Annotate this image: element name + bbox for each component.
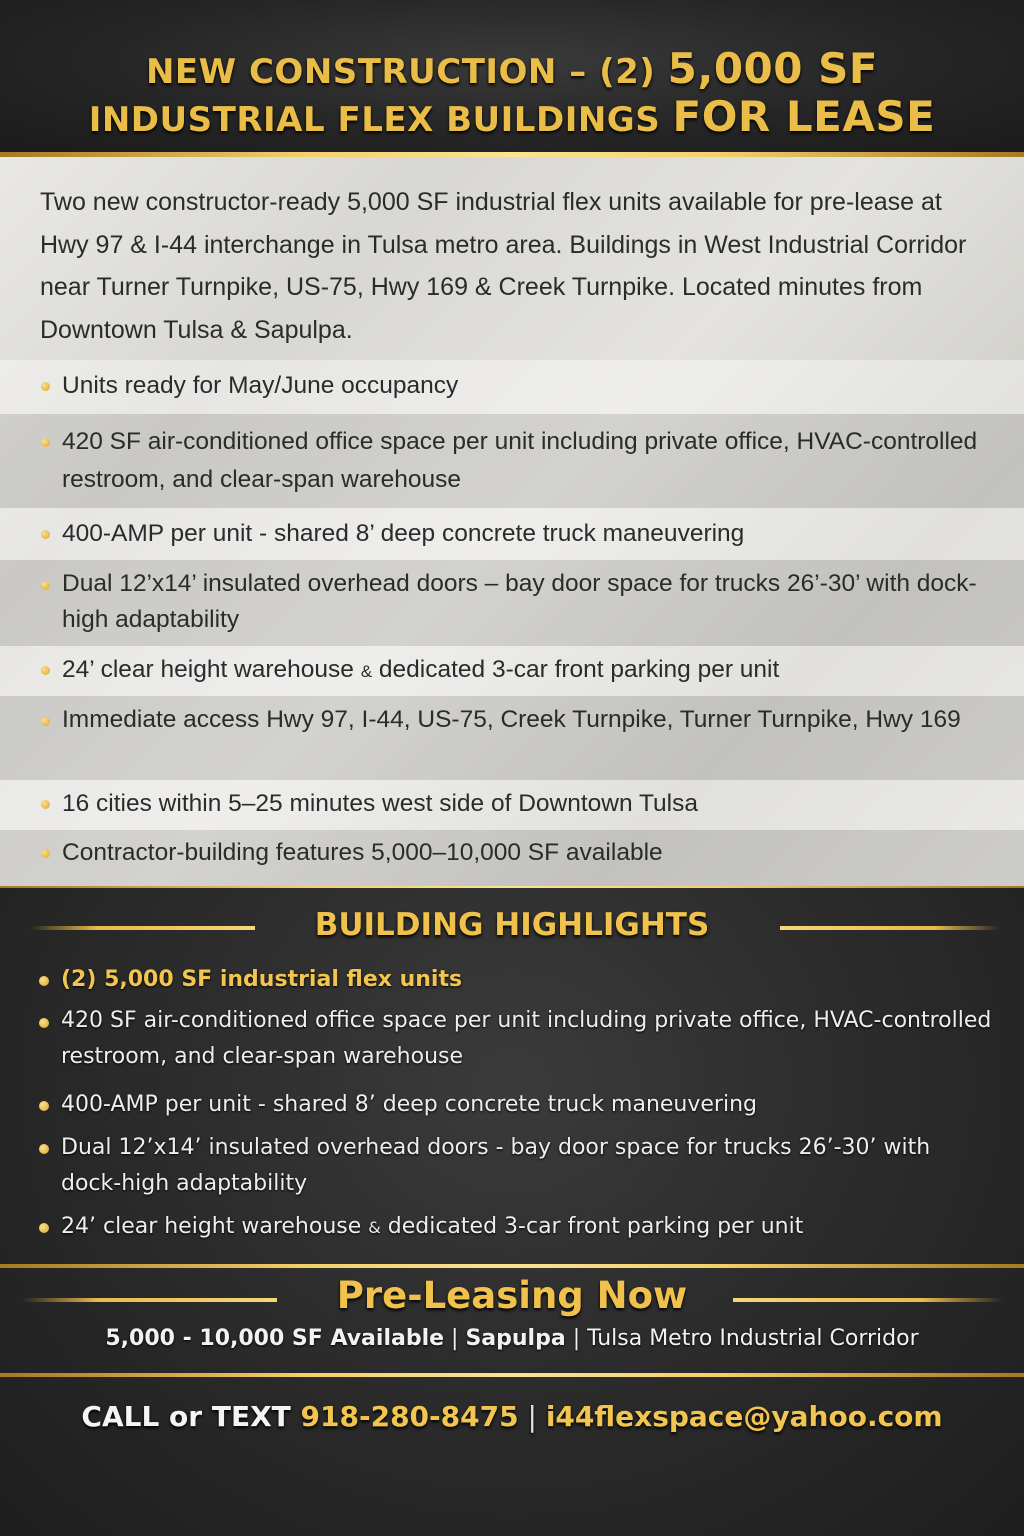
- bullet-icon: [41, 800, 50, 809]
- bullet-icon: [41, 581, 50, 590]
- highlight-item: (2) 5,000 SF industrial flex units: [61, 967, 463, 992]
- availability-line: [0, 1326, 1024, 1351]
- headline-for-lease: FOR LEASE: [672, 92, 936, 141]
- headline-line-2: [0, 92, 1024, 141]
- region-name: Tulsa Metro Industrial Corridor: [587, 1326, 919, 1351]
- call-to-action: CALL or TEXT: [81, 1400, 301, 1433]
- email-address[interactable]: i44flexspace@yahoo.com: [545, 1400, 943, 1433]
- contact-line: [0, 1400, 1024, 1433]
- separator: |: [565, 1326, 588, 1351]
- phone-number[interactable]: 918-280-8475: [300, 1400, 519, 1433]
- ampersand: &: [360, 662, 373, 681]
- bullet-icon: [39, 1144, 49, 1154]
- available-size: 5,000 - 10,000 SF Available: [105, 1326, 445, 1351]
- bullet-icon: [41, 530, 50, 539]
- gold-divider: [0, 1264, 1024, 1268]
- header: [0, 0, 1024, 152]
- highlight-text: dedicated 3-car front parking per unit: [380, 1214, 804, 1239]
- separator: |: [444, 1326, 466, 1351]
- bullet-icon: [39, 1223, 49, 1233]
- bullet-icon: [41, 666, 50, 675]
- intro-paragraph: Two new constructor-ready 5,000 SF industrial flex units available for pre-lease at Hwy 97 & I-44 interchange in Tulsa metro area. Buildings in West Industrial Corridor near Turner Turnpike, US-75, Hwy 169 & Creek Turnpike. Located minutes from Downtown Tulsa & Sapulpa.: [40, 188, 967, 344]
- pre-leasing-title: Pre-Leasing Now: [336, 1274, 688, 1317]
- feature-item: Dual 12’x14’ insulated overhead doors – bay door space for trucks 26’-30’ with dock-high adaptability: [62, 570, 977, 633]
- highlight-text: 24’ clear height warehouse: [61, 1214, 369, 1239]
- highlight-item: 400-AMP per unit - shared 8’ deep concrete truck maneuvering: [61, 1092, 757, 1117]
- feature-item: Contractor-building features 5,000–10,000 SF available: [62, 839, 663, 866]
- bullet-icon: [41, 849, 50, 858]
- bullet-icon: [41, 717, 50, 726]
- headline-size: 5,000 SF: [667, 44, 879, 93]
- separator: |: [518, 1400, 546, 1433]
- city-name: Sapulpa: [465, 1326, 566, 1351]
- gold-divider: [0, 1373, 1024, 1377]
- feature-item: 420 SF air-conditioned office space per unit including private office, HVAC-controlled restroom, and clear-span warehouse: [62, 428, 978, 493]
- feature-text: dedicated 3-car front parking per unit: [372, 656, 780, 683]
- highlight-item: 420 SF air-conditioned office space per unit including private office, HVAC-controlled restroom, and clear-span warehouse: [61, 1008, 992, 1069]
- headline-line-1-text: NEW CONSTRUCTION – (2): [145, 52, 668, 92]
- bullet-icon: [39, 976, 49, 986]
- feature-item: 400-AMP per unit - shared 8’ deep concrete truck maneuvering: [62, 520, 745, 547]
- highlight-item: [61, 1209, 996, 1246]
- headline-line-1: [0, 44, 1024, 93]
- property-description: [0, 157, 1024, 888]
- bullet-icon: [39, 1018, 49, 1028]
- headline-line-2-text: INDUSTRIAL FLEX BUILDINGS: [88, 100, 673, 140]
- bullet-icon: [41, 382, 50, 391]
- bullet-icon: [41, 438, 50, 447]
- bullet-icon: [39, 1101, 49, 1111]
- feature-item: Units ready for May/June occupancy: [62, 372, 459, 399]
- highlight-item: Dual 12’x14’ insulated overhead doors - bay door space for trucks 26’-30’ with dock-high adaptability: [61, 1135, 931, 1196]
- feature-item: 16 cities within 5–25 minutes west side of Downtown Tulsa: [62, 790, 698, 817]
- feature-text: 24’ clear height warehouse: [62, 656, 361, 683]
- feature-item: Immediate access Hwy 97, I-44, US-75, Creek Turnpike, Turner Turnpike, Hwy 169: [62, 706, 961, 733]
- ampersand: &: [368, 1218, 381, 1237]
- feature-item: [62, 651, 997, 690]
- highlights-title: BUILDING HIGHLIGHTS: [314, 907, 710, 943]
